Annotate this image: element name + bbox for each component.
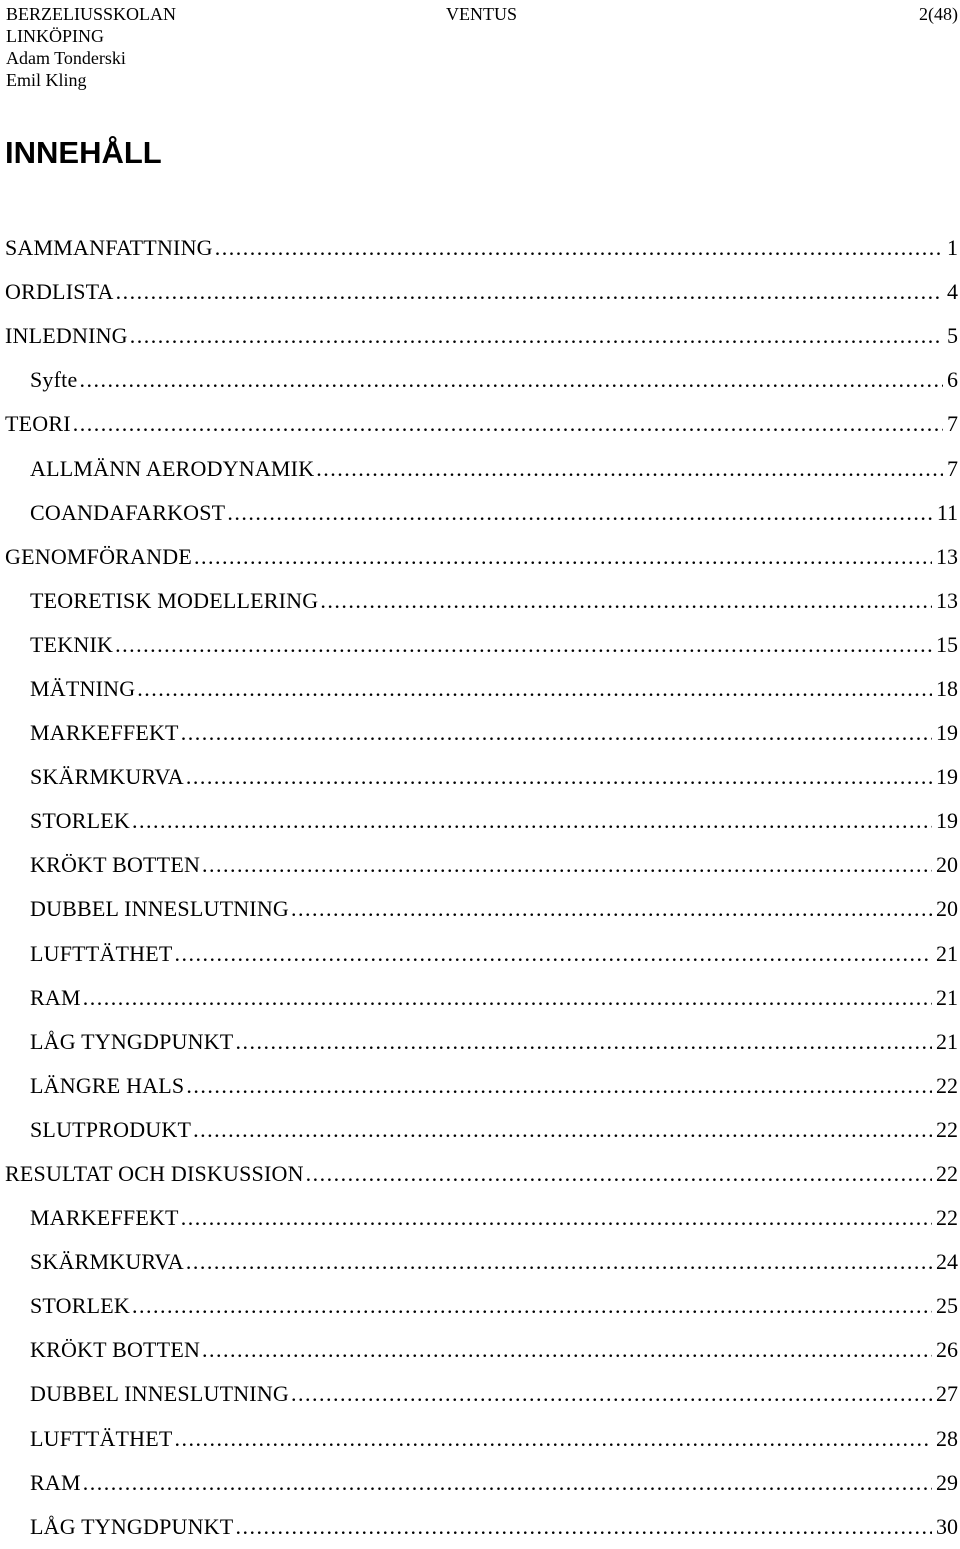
toc-entry[interactable] bbox=[0, 402, 960, 446]
toc-dot-leader bbox=[186, 764, 932, 790]
toc-dot-leader bbox=[137, 676, 932, 702]
author-name: Adam Tonderski bbox=[6, 48, 126, 68]
page-title: INNEHÅLL bbox=[5, 135, 162, 170]
toc-entry[interactable] bbox=[0, 1064, 960, 1108]
page-header bbox=[0, 0, 960, 96]
toc-entry[interactable] bbox=[0, 976, 960, 1020]
toc-entry[interactable] bbox=[0, 446, 960, 490]
toc-dot-leader bbox=[115, 632, 932, 658]
toc-entry-page: 1 bbox=[947, 235, 958, 261]
author-name: Emil Kling bbox=[6, 70, 87, 90]
toc-entry-title: KRÖKT BOTTEN bbox=[30, 1337, 201, 1363]
toc-entry-page: 18 bbox=[936, 675, 958, 701]
toc-entry-title: Syfte bbox=[30, 367, 78, 393]
toc-entry-title: ALLMÄNN AERODYNAMIK bbox=[30, 455, 315, 481]
toc-dot-leader bbox=[316, 456, 943, 482]
toc-entry-page: 11 bbox=[936, 499, 958, 525]
toc-entry[interactable] bbox=[0, 1152, 960, 1196]
toc-entry-title: STORLEK bbox=[30, 1293, 131, 1319]
school-city: LINKÖPING bbox=[6, 26, 104, 46]
toc-entry-title: LÅG TYNGDPUNKT bbox=[30, 1028, 234, 1054]
toc-dot-leader bbox=[83, 985, 932, 1011]
toc-entry-title: GENOMFÖRANDE bbox=[5, 543, 192, 569]
toc-dot-leader bbox=[175, 941, 932, 967]
toc-entry-title: MARKEFFEKT bbox=[30, 1205, 179, 1231]
toc-entry-title: TEKNIK bbox=[30, 631, 114, 657]
toc-entry-title: DUBBEL INNESLUTNING bbox=[30, 896, 290, 922]
toc-entry-page: 13 bbox=[936, 587, 958, 613]
toc-entry[interactable] bbox=[0, 1284, 960, 1328]
toc-entry-page: 20 bbox=[936, 896, 958, 922]
toc-entry[interactable] bbox=[0, 799, 960, 843]
toc-entry-title: LUFTTÄTHET bbox=[30, 1425, 173, 1451]
toc-entry-page: 28 bbox=[936, 1425, 958, 1451]
toc-entry-page: 21 bbox=[936, 984, 958, 1010]
toc-entry-page: 21 bbox=[936, 1028, 958, 1054]
toc-entry-page: 22 bbox=[936, 1072, 958, 1098]
toc-entry[interactable] bbox=[0, 535, 960, 579]
toc-entry[interactable] bbox=[0, 1020, 960, 1064]
toc-dot-leader bbox=[320, 588, 932, 614]
toc-entry-page: 6 bbox=[947, 367, 958, 393]
toc-dot-leader bbox=[215, 235, 943, 261]
toc-entry-title: INLEDNING bbox=[5, 323, 128, 349]
toc-entry-page: 7 bbox=[947, 411, 958, 437]
toc-entry[interactable] bbox=[0, 1417, 960, 1461]
toc-entry-title: RAM bbox=[30, 1469, 81, 1495]
toc-dot-leader bbox=[175, 1426, 932, 1452]
toc-entry-page: 15 bbox=[936, 631, 958, 657]
toc-entry[interactable] bbox=[0, 270, 960, 314]
toc-entry-page: 7 bbox=[947, 455, 958, 481]
toc-entry-title: SLUTPRODUKT bbox=[30, 1116, 192, 1142]
toc-entry-title: DUBBEL INNESLUTNING bbox=[30, 1381, 290, 1407]
toc-entry-page: 19 bbox=[936, 808, 958, 834]
toc-entry-page: 5 bbox=[947, 323, 958, 349]
toc-entry-page: 20 bbox=[936, 852, 958, 878]
toc-dot-leader bbox=[235, 1514, 932, 1540]
toc-dot-leader bbox=[79, 367, 943, 393]
toc-entry[interactable] bbox=[0, 1240, 960, 1284]
toc-entry[interactable] bbox=[0, 1196, 960, 1240]
toc-entry[interactable] bbox=[0, 887, 960, 931]
toc-entry[interactable] bbox=[0, 358, 960, 402]
toc-dot-leader bbox=[227, 500, 932, 526]
toc-entry-title: TEORETISK MODELLERING bbox=[30, 587, 319, 613]
toc-entry[interactable] bbox=[0, 491, 960, 535]
toc-dot-leader bbox=[132, 808, 932, 834]
toc-entry[interactable] bbox=[0, 1461, 960, 1505]
toc-entry-title: ORDLISTA bbox=[5, 279, 114, 305]
toc-dot-leader bbox=[130, 323, 943, 349]
toc-entry-page: 19 bbox=[936, 764, 958, 790]
toc-entry-page: 22 bbox=[936, 1116, 958, 1142]
school-name: BERZELIUSSKOLAN bbox=[6, 4, 176, 24]
toc-dot-leader bbox=[132, 1293, 932, 1319]
toc-entry[interactable] bbox=[0, 711, 960, 755]
toc-dot-leader bbox=[181, 720, 932, 746]
toc-entry-page: 25 bbox=[936, 1293, 958, 1319]
toc-entry[interactable] bbox=[0, 843, 960, 887]
toc-entry-page: 27 bbox=[936, 1381, 958, 1407]
toc-entry[interactable] bbox=[0, 623, 960, 667]
toc-entry-page: 13 bbox=[936, 543, 958, 569]
toc-dot-leader bbox=[202, 1337, 932, 1363]
toc-entry-page: 4 bbox=[947, 279, 958, 305]
page-number: 2(48) bbox=[919, 4, 958, 24]
toc-entry-title: COANDAFARKOST bbox=[30, 499, 226, 525]
toc-entry-page: 29 bbox=[936, 1469, 958, 1495]
toc-entry-title: RAM bbox=[30, 984, 81, 1010]
toc-dot-leader bbox=[181, 1205, 932, 1231]
toc-entry-page: 24 bbox=[936, 1249, 958, 1275]
toc-dot-leader bbox=[235, 1029, 932, 1055]
toc-entry-page: 26 bbox=[936, 1337, 958, 1363]
toc-dot-leader bbox=[73, 411, 943, 437]
toc-entry-page: 22 bbox=[936, 1161, 958, 1187]
toc-dot-leader bbox=[186, 1073, 932, 1099]
toc-entry-title: TEORI bbox=[5, 411, 71, 437]
toc-entry-title: STORLEK bbox=[30, 808, 131, 834]
toc-entry-title: SAMMANFATTNING bbox=[5, 235, 213, 261]
toc-entry[interactable] bbox=[0, 1108, 960, 1152]
toc-entry-title: KRÖKT BOTTEN bbox=[30, 852, 201, 878]
toc-entry[interactable] bbox=[0, 579, 960, 623]
document-title: VENTUS bbox=[446, 4, 517, 24]
toc-dot-leader bbox=[194, 544, 932, 570]
toc-entry-title: SKÄRMKURVA bbox=[30, 1249, 184, 1275]
toc-entry[interactable] bbox=[0, 226, 960, 270]
toc-entry-page: 19 bbox=[936, 720, 958, 746]
toc-entry[interactable] bbox=[0, 1505, 960, 1549]
toc-dot-leader bbox=[291, 896, 932, 922]
toc-entry[interactable] bbox=[0, 1372, 960, 1416]
toc-dot-leader bbox=[202, 852, 932, 878]
toc-entry-title: SKÄRMKURVA bbox=[30, 764, 184, 790]
toc-entry-title: MARKEFFEKT bbox=[30, 720, 179, 746]
toc-dot-leader bbox=[83, 1470, 932, 1496]
toc-entry[interactable] bbox=[0, 667, 960, 711]
toc-entry[interactable] bbox=[0, 755, 960, 799]
toc-dot-leader bbox=[116, 279, 943, 305]
toc-dot-leader bbox=[291, 1381, 932, 1407]
toc-entry-title: LÄNGRE HALS bbox=[30, 1072, 185, 1098]
toc-entry-title: MÄTNING bbox=[30, 675, 136, 701]
toc-dot-leader bbox=[306, 1161, 932, 1187]
toc-dot-leader bbox=[186, 1249, 932, 1275]
toc-entry[interactable] bbox=[0, 314, 960, 358]
table-of-contents bbox=[0, 226, 960, 1549]
toc-entry-page: 30 bbox=[936, 1513, 958, 1539]
toc-entry-title: LUFTTÄTHET bbox=[30, 940, 173, 966]
toc-entry-page: 21 bbox=[936, 940, 958, 966]
toc-entry[interactable] bbox=[0, 932, 960, 976]
toc-entry-page: 22 bbox=[936, 1205, 958, 1231]
toc-entry-title: LÅG TYNGDPUNKT bbox=[30, 1513, 234, 1539]
toc-dot-leader bbox=[193, 1117, 932, 1143]
toc-entry[interactable] bbox=[0, 1328, 960, 1372]
toc-entry-title: RESULTAT OCH DISKUSSION bbox=[5, 1161, 304, 1187]
